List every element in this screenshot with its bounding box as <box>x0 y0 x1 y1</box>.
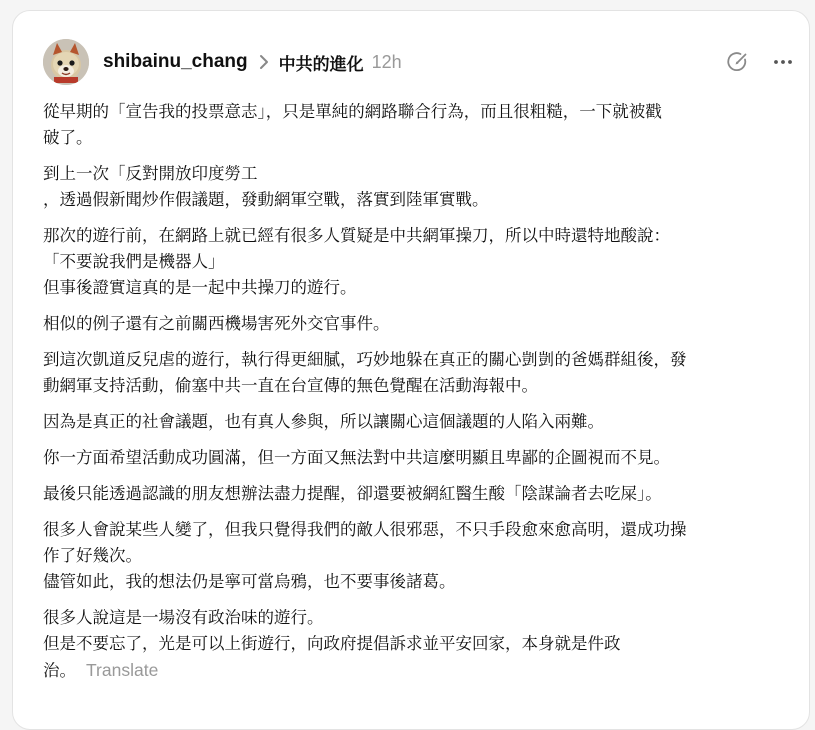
post-paragraph <box>43 99 793 151</box>
paragraph-line: 很多人會說某些人變了，但我只覺得我們的敵人很邪惡，不只手段愈來愈高明，還成功操 <box>43 520 687 539</box>
post-paragraph <box>43 409 793 435</box>
paragraph-line: 到上一次「反對開放印度勞工 <box>43 164 258 183</box>
paragraph-line: 但是不要忘了，光是可以上街遊行，向政府提倡訴求並平安回家，本身就是件政 <box>43 634 621 653</box>
post-paragraph <box>43 347 793 399</box>
paragraph-line: 「不要說我們是機器人」 <box>43 252 225 271</box>
paragraph-line: 相似的例子還有之前關西機場害死外交官事件。 <box>43 314 390 333</box>
post-paragraph <box>43 311 793 337</box>
username[interactable]: shibainu_chang <box>103 51 248 72</box>
paragraph-line: 儘管如此，我的想法仍是寧可當烏鴉，也不要事後諸葛。 <box>43 572 456 591</box>
edit-button[interactable] <box>726 50 750 74</box>
post-paragraph <box>43 445 793 471</box>
paragraph-line: 但事後證實這真的是一起中共操刀的遊行。 <box>43 278 357 297</box>
paragraph-line: 從早期的「宣告我的投票意志」，只是單純的網路聯合行為，而且很粗糙，一下就被戳 <box>43 102 662 121</box>
post-paragraph <box>43 223 793 301</box>
header-actions <box>726 50 795 74</box>
paragraph-line: 很多人說這是一場沒有政治味的遊行。 <box>43 608 324 627</box>
paragraph-line: 破了。 <box>43 128 93 147</box>
community-link[interactable]: 中共的進化 <box>278 54 364 75</box>
shiba-inu-avatar-icon <box>43 39 89 85</box>
post-body <box>43 99 793 694</box>
paragraph-line: ，透過假新聞炒作假議題，發動網軍空戰，落實到陸軍實戰。 <box>43 190 489 209</box>
paragraph-line: 你一方面希望活動成功圓滿，但一方面又無法對中共這麼明顯且卑鄙的企圖視而不見。 <box>43 448 670 467</box>
more-button[interactable] <box>771 50 795 74</box>
post-timestamp: 12h <box>371 51 402 72</box>
translate-button[interactable]: Translate <box>86 660 159 680</box>
post-paragraph <box>43 481 793 507</box>
post-paragraph <box>43 517 793 595</box>
paragraph-line: 到這次凱道反兒虐的遊行，執行得更細膩，巧妙地躲在真正的關心剴剴的爸媽群組後，發 <box>43 350 687 369</box>
pencil-circle-icon <box>726 50 750 74</box>
paragraph-line: 動網軍支持活動，偷塞中共一直在台宣傳的無色覺醒在活動海報中。 <box>43 376 538 395</box>
post-paragraph <box>43 161 793 213</box>
paragraph-line: 作了好幾次。 <box>43 546 142 565</box>
paragraph-line: 最後只能透過認識的朋友想辦法盡力提醒，卻還要被網紅醫生酸「陰謀論者去吃屎」。 <box>43 484 662 503</box>
chevron-right-icon <box>259 53 269 71</box>
paragraph-line: 因為是真正的社會議題，也有真人參與，所以讓關心這個議題的人陷入兩難。 <box>43 412 604 431</box>
post-card <box>12 10 810 730</box>
post-header <box>43 39 803 85</box>
paragraph-line-with-translate <box>43 657 793 684</box>
more-horizontal-icon <box>773 59 793 65</box>
avatar[interactable] <box>43 39 89 85</box>
paragraph-line: 治。 <box>43 661 76 680</box>
post-paragraph <box>43 605 793 684</box>
paragraph-line: 那次的遊行前，在網路上就已經有很多人質疑是中共網軍操刀，所以中時還特地酸說： <box>43 226 670 245</box>
